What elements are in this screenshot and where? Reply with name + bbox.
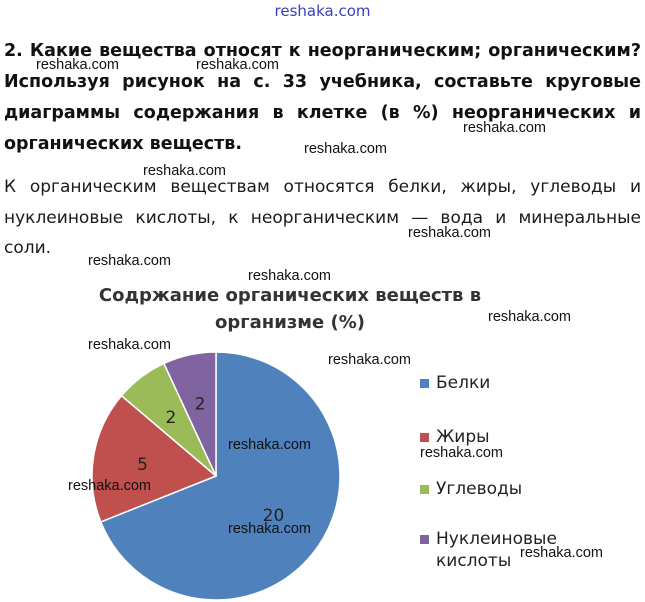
watermark: reshaka.com <box>143 163 227 179</box>
watermark: reshaka.com <box>408 225 492 241</box>
watermark: reshaka.com <box>196 57 280 73</box>
watermark: reshaka.com <box>304 141 388 157</box>
chart-title-line2: организме (%) <box>215 312 365 333</box>
watermark: reshaka.com <box>88 253 172 269</box>
watermark: reshaka.com <box>328 352 412 368</box>
watermark: reshaka.com <box>88 337 172 353</box>
legend-label-nucleic-acids-line1: Нуклеиновые <box>436 529 557 549</box>
legend-swatch-carbs <box>420 485 429 494</box>
legend-label-carbs: Углеводы <box>436 479 523 499</box>
watermark: reshaka.com <box>420 445 504 461</box>
legend-label-nucleic-acids-line2: кислоты <box>436 551 512 571</box>
pie-chart <box>80 340 350 602</box>
chart-title-line1: Содржание органических веществ в <box>98 285 482 306</box>
watermark: reshaka.com <box>248 268 332 284</box>
data-label-fats: 5 <box>137 454 148 475</box>
watermark: reshaka.com <box>463 120 547 136</box>
watermark: reshaka.com <box>228 437 312 453</box>
legend-swatch-proteins <box>420 379 429 388</box>
data-label-carbs: 2 <box>165 407 177 428</box>
legend-label-fats: Жиры <box>436 427 490 447</box>
watermark: reshaka.com <box>520 545 604 561</box>
legend-swatch-fats <box>420 433 429 442</box>
question-text: 2. Какие вещества относят к неорганическим; органическим? Используя рисунок на с. 33 учебника, составьте круговые диаграммы содержания в клетке (в %) неорганических и органических веществ. <box>4 41 641 154</box>
site-header: reshaka.com <box>274 2 371 20</box>
watermark: reshaka.com <box>488 309 572 325</box>
watermark: reshaka.com <box>228 521 312 537</box>
legend-swatch-nucleic-acids <box>420 535 429 544</box>
watermark: reshaka.com <box>36 57 120 73</box>
answer-text: К органическим веществам относятся белки, жиры, углеводы и нуклеиновые кислоты, к неорганическим — вода и минеральные соли. <box>4 177 641 258</box>
legend-label-proteins: Белки <box>436 373 491 393</box>
watermark: reshaka.com <box>68 478 152 494</box>
chart-title <box>70 282 510 336</box>
data-label-proteins: 20 <box>262 505 285 526</box>
data-label-nucleic-acids: 2 <box>194 394 206 415</box>
